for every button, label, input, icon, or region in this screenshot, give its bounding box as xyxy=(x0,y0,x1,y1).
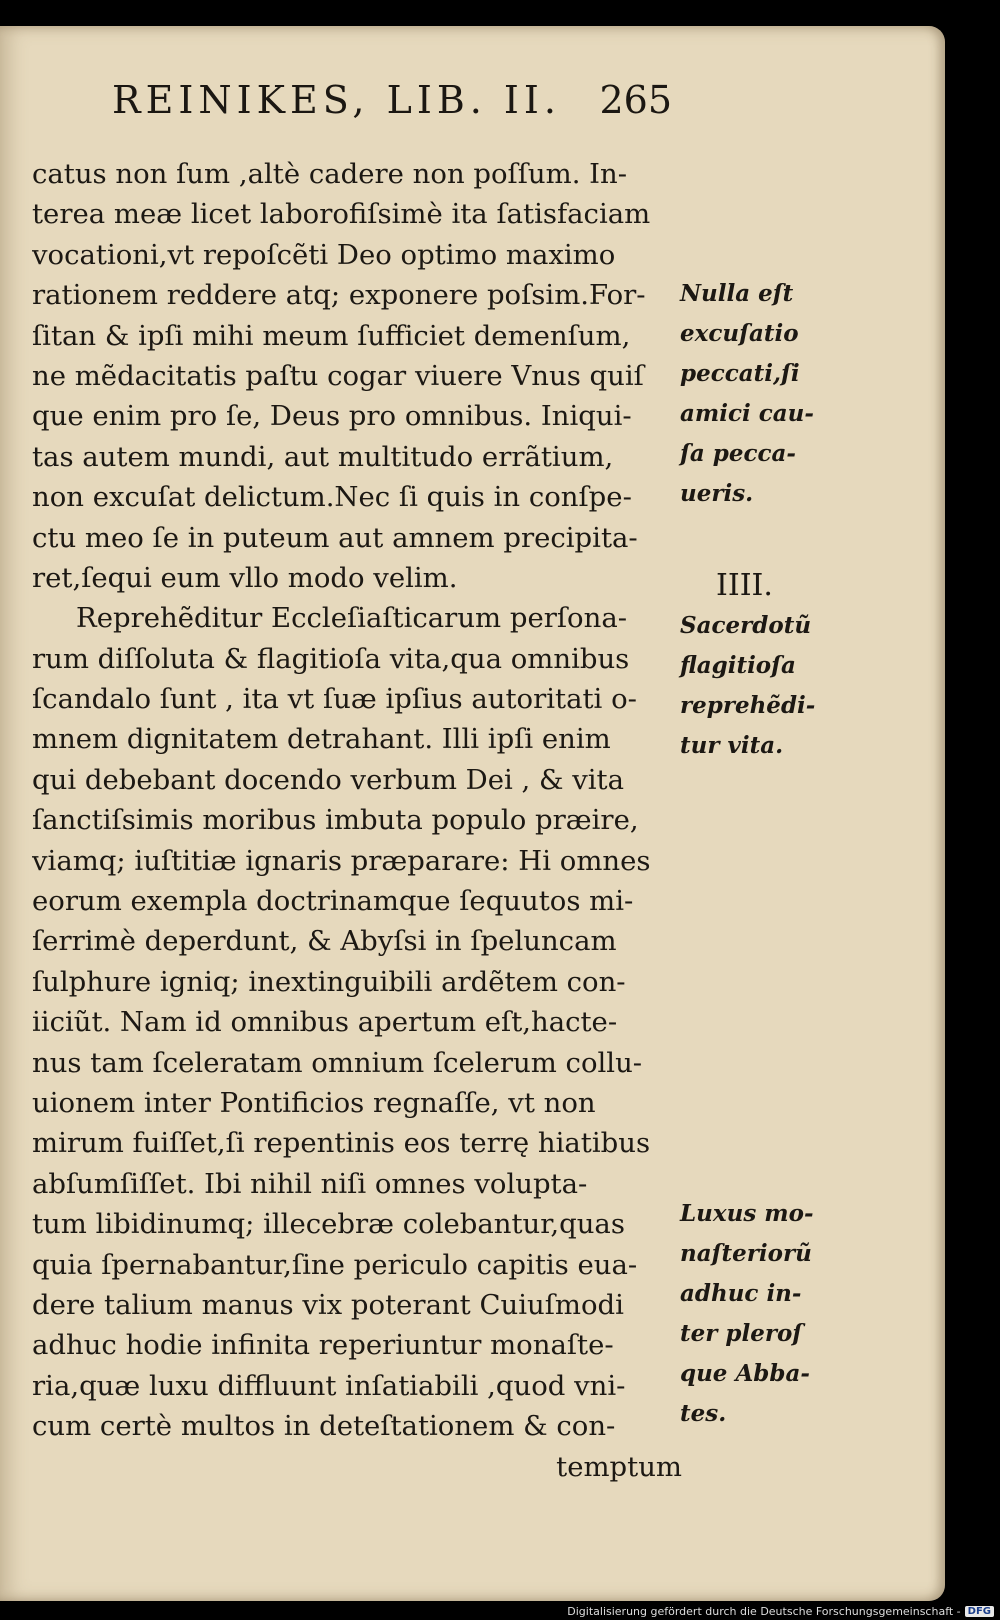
marginal-note-2 xyxy=(680,566,865,766)
text-line: vocationi,vt repoſcẽti Deo optimo maximo xyxy=(32,238,616,271)
text-line: dere talium manus vix poterant Cuiuſmodi xyxy=(32,1288,624,1321)
text-line: rationem reddere atq; exponere poſsim.For- xyxy=(32,279,646,312)
text-line: ſcandalo ſunt , ita vt ſuæ ipſius autoritati o- xyxy=(32,683,637,716)
marginal-note-1 xyxy=(680,274,865,514)
text-line: catus non ſum ,altè cadere non poſſum. In- xyxy=(32,158,628,190)
text-line: iiciũt. Nam id omnibus apertum eſt,hacte- xyxy=(32,1006,618,1039)
running-title: REINIKES, LIB. II. xyxy=(112,78,562,122)
text-line: tas autem mundi, aut multitudo errãtium, xyxy=(32,440,614,473)
marginal-line: tur vita. xyxy=(680,732,784,759)
text-line: ne mẽdacitatis paſtu cogar viuere Vnus quiſ xyxy=(32,359,644,392)
text-line: viamq; iuſtitiæ ignaris præparare: Hi omnes xyxy=(32,844,651,877)
marginal-line: Nulla eſt xyxy=(680,280,794,307)
marginal-note-3 xyxy=(680,1194,865,1434)
marginal-line: naſteriorũ xyxy=(680,1240,812,1267)
page-header xyxy=(112,78,672,122)
text-line: ſerrimè deperdunt, & Abyſsi in ſpeluncam xyxy=(32,925,617,958)
marginal-line: adhuc in- xyxy=(680,1280,802,1307)
text-line: terea meæ licet laborofiſsimè ita ſatisfaciam xyxy=(32,198,651,231)
folio-number: 265 xyxy=(599,78,672,122)
marginal-line: amici cau- xyxy=(680,400,814,427)
text-line: uionem inter Pontificios regnaſſe, vt non xyxy=(32,1086,596,1119)
text-line: adhuc hodie infinita reperiuntur monaſte- xyxy=(32,1329,614,1362)
text-line: ret,ſequi eum vllo modo velim. xyxy=(32,561,458,594)
text-line: cum certè multos in deteſtationem & con- xyxy=(32,1410,616,1443)
text-line: quia ſpernabantur,ſine periculo capitis eua- xyxy=(32,1248,638,1281)
catchword: temptum xyxy=(556,1450,682,1483)
marginal-line: excuſatio xyxy=(680,320,799,347)
digitization-credit xyxy=(567,1605,994,1618)
text-line: mirum fuiſſet,ſi repentinis eos terrę hiatibus xyxy=(32,1127,651,1160)
marginal-line: Luxus mo- xyxy=(680,1200,814,1227)
marginal-line: reprehẽdi- xyxy=(680,692,816,719)
text-line: mnem dignitatem detrahant. Illi ipſi enim xyxy=(32,723,611,756)
text-line: qui debebant docendo verbum Dei , & vita xyxy=(32,763,624,796)
text-line: ſulphure igniq; inextinguibili ardẽtem con- xyxy=(32,965,626,998)
text-line: rum diſſoluta & flagitioſa vita,qua omnibus xyxy=(32,642,630,675)
marginal-line: flagitioſa xyxy=(680,652,796,679)
marginal-line: ſa pecca- xyxy=(680,440,796,467)
text-line: tum libidinumq; illecebræ colebantur,quas xyxy=(32,1208,625,1241)
marginal-line: ter pleroſ xyxy=(680,1320,803,1347)
marginal-line: tes. xyxy=(680,1400,727,1427)
section-number: IIII. xyxy=(716,568,773,603)
dfg-logo: DFG xyxy=(965,1606,994,1617)
text-line: ſitan & ipſi mihi meum ſufficiet demenſum, xyxy=(32,319,631,352)
credit-text: Digitalisierung gefördert durch die Deutsche Forschungsgemeinschaft - xyxy=(567,1605,961,1618)
text-line: ria,quæ luxu diffluunt inſatiabili ,quod vni- xyxy=(32,1369,626,1402)
text-line: ſanctiſsimis moribus imbuta populo præire, xyxy=(32,804,639,837)
main-text-column xyxy=(32,154,682,1487)
text-line: ctu meo ſe in puteum aut amnem precipita- xyxy=(32,521,638,554)
text-line: eorum exempla doctrinamque ſequutos mi- xyxy=(32,885,634,918)
marginal-line: Sacerdotũ xyxy=(680,612,812,639)
text-line: que enim pro ſe, Deus pro omnibus. Iniqui- xyxy=(32,400,632,433)
text-line: nus tam ſceleratam omnium ſcelerum collu- xyxy=(32,1046,643,1079)
text-line: non excuſat delictum.Nec ſi quis in conſpe- xyxy=(32,481,632,514)
marginal-line: peccati,ſi xyxy=(680,360,800,387)
marginal-line: ueris. xyxy=(680,480,754,507)
paragraph-start-line: Reprehẽditur Eccleſiaſticarum perſona- xyxy=(76,602,628,635)
text-line: abſumſiſſet. Ibi nihil niſi omnes volupta- xyxy=(32,1167,588,1200)
marginal-line: que Abba- xyxy=(680,1360,810,1387)
book-page xyxy=(0,26,945,1601)
